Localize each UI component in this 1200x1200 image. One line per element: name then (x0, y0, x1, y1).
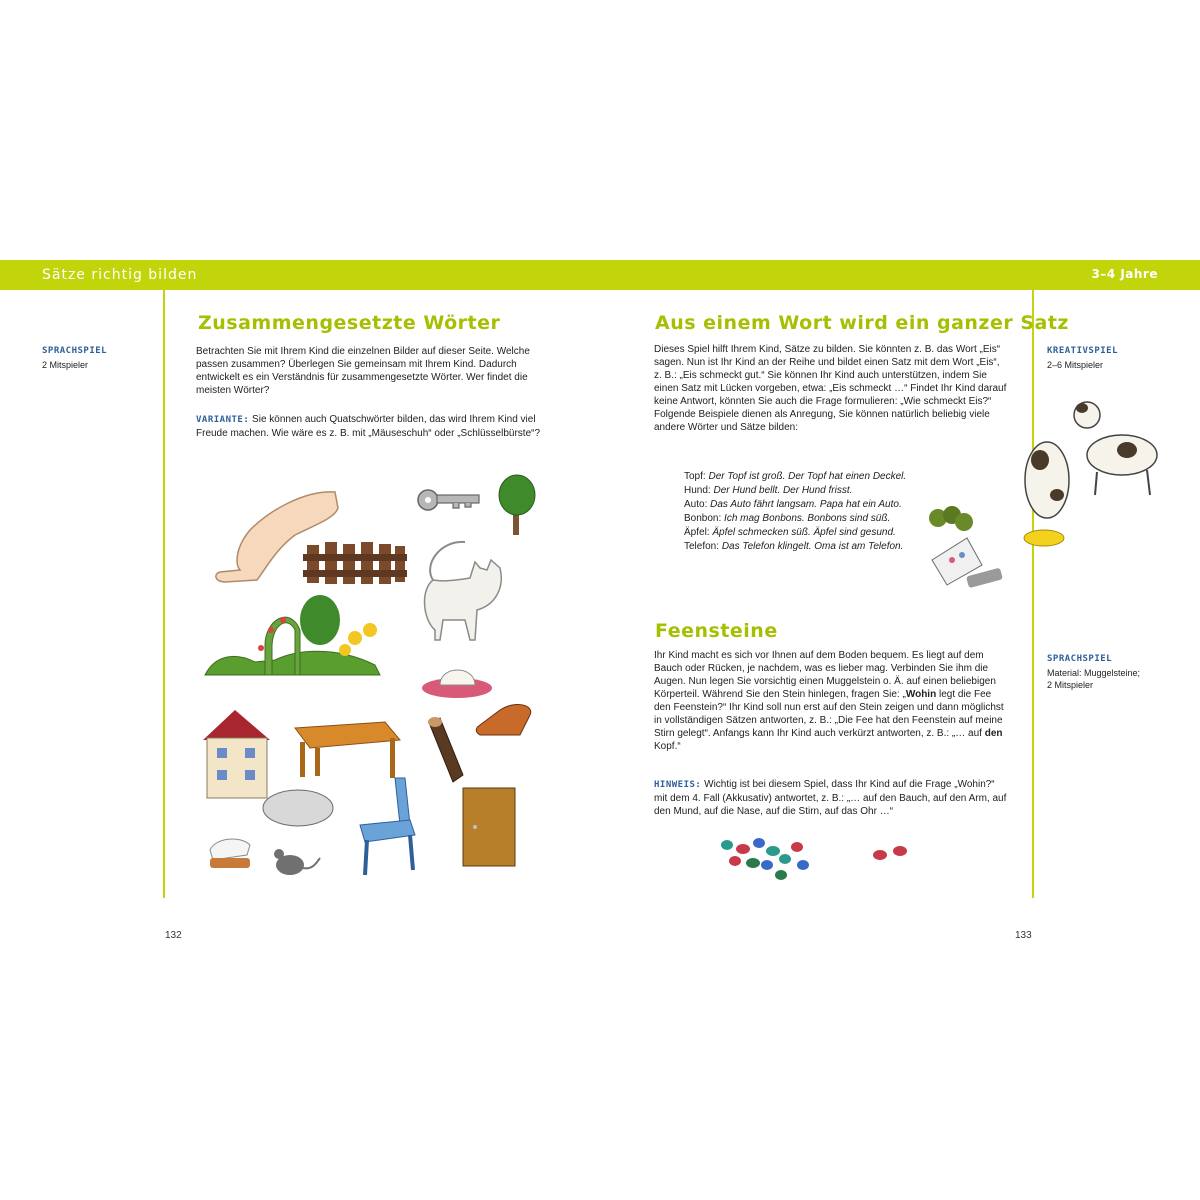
left-heading: Zusammengesetzte Wörter (198, 312, 501, 334)
example-line: Auto: Das Auto fährt langsam. Papa hat ein Auto. (684, 499, 902, 510)
dog-eating-illustration (1024, 442, 1069, 546)
left-variant (196, 413, 541, 440)
key-illustration (418, 490, 479, 510)
cat-illustration (425, 542, 502, 640)
fence-illustration (303, 542, 407, 584)
right-top-players: 2–6 Mitspieler (1047, 360, 1104, 370)
hat-illustration (422, 670, 492, 698)
right-text-2: Ihr Kind macht es sich vor Ihnen auf dem Boden bequem. Es liegt auf dem Bauch oder Rücken, je nachdem, was es lieber mag. Verbinden Sie ihm die Augen. Nun legen Sie vorsichtig einen Muggelstein o. Ä. auf einen beliebigen Körperteil. Während Sie den Stein hinlegen, fragen Sie: „Wohin legt die Fee den Feenstein?“ Ihr Kind soll nun erst auf den Stein zeigen und dann möglichst in vollständigen Sätzen antworten, z. B.: „Die Fee hat den Feenstein auf meine Stirn gelegt“. Anfangs kann Ihr Kind auch verkürzt antworten, z. B.: „… auf den Kopf.“ (654, 650, 1004, 752)
muggelsteine-illustration (715, 835, 925, 890)
left-category: SPRACHSPIEL (42, 346, 108, 356)
garden-illustration (205, 595, 380, 675)
hint-text: Wichtig ist bei diesem Spiel, dass Ihr Kind auf die Frage „Wohin?“ mit dem 4. Fall (Akkusativ) antwortet, z. B.: „… auf den Bauch, auf den Arm, auf den Mund, auf die Nase, auf die Stirn, auf das Ohr …“ (654, 779, 1007, 817)
example-line: Äpfel: Äpfel schmecken süß. Äpfel sind gesund. (684, 527, 896, 538)
example-sentences (684, 470, 924, 554)
right-bottom-material: Material: Muggelsteine; 2 Mitspieler (1047, 668, 1141, 690)
dog-standing-illustration (1074, 402, 1157, 495)
apples-illustration (929, 506, 973, 531)
stone-illustration (263, 790, 333, 826)
section-title: Sätze richtig bilden (42, 267, 198, 283)
right-text-1a: Dieses Spiel hilft Ihrem Kind, Sätze zu bilden. Sie könnten z. B. das Wort „Eis“ sagen. Nun ist Ihr Kind an der Reihe und bildet einen Satz mit dem Wort „Eis“, z. B.: „Eis schmeckt gut.“ Sie können Ihr Kind auch unterstützen, indem Sie einen Satz mit Lücken vorgeben, etwa: „Eis schmeckt …“ Findet Ihr Kind darauf keine Antwort, könnten Sie auch die Frage formulieren: „Wie schmeckt Eis?“ (654, 344, 1007, 407)
variant-text: Sie können auch Quatschwörter bilden, das wird Ihrem Kind viel Freude machen. Wie wäre es z. B. mit „Mäuseschuh“ oder „Schlüsselbürste“? (196, 414, 541, 439)
right-bottom-category: SPRACHSPIEL (1047, 654, 1113, 664)
house-illustration (203, 710, 270, 798)
compound-words-illustrations (195, 470, 555, 890)
left-intro: Betrachten Sie mit Ihrem Kind die einzelnen Bilder auf dieser Seite. Welche passen zusammen? Überlegen Sie gemeinsam mit Ihrem Kind. Dadurch entwickelt es ein Verständnis für zusammengesetzte Wörter. Wer findet die meisten Wörter? (196, 346, 530, 396)
wood-log-illustration (428, 717, 463, 782)
mouse-illustration (274, 849, 320, 875)
right-heading-2: Feensteine (655, 620, 778, 642)
door-illustration (463, 788, 515, 866)
example-line: Telefon: Das Telefon klingelt. Oma ist am Telefon. (684, 541, 904, 552)
right-hint (654, 778, 1009, 818)
left-page-number: 132 (165, 930, 182, 941)
shoe-illustration (476, 705, 531, 735)
right-page-number: 133 (1015, 930, 1032, 941)
left-players: 2 Mitspieler (42, 360, 89, 370)
table-illustration (295, 722, 400, 778)
example-line: Bonbon: Ich mag Bonbons. Bonbons sind süß. (684, 513, 891, 524)
brush-illustration (210, 839, 250, 868)
example-line: Hund: Der Hund bellt. Der Hund frisst. (684, 485, 853, 496)
left-margin-rule (163, 290, 165, 898)
hint-label: HINWEIS: (654, 780, 702, 790)
variant-label: VARIANTE: (196, 415, 250, 425)
right-text-1b: Folgende Beispiele dienen als Anregung, Sie können natürlich beliebig viele andere Wörter und Sätze bilden: (654, 409, 990, 433)
leg-illustration (216, 492, 338, 582)
section-header-bar (0, 260, 1200, 290)
example-line: Topf: Der Topf ist groß. Der Topf hat einen Deckel. (684, 471, 907, 482)
age-range: 3–4 Jahre (1091, 267, 1158, 281)
dogs-and-items-illustration (922, 400, 1162, 595)
chair-illustration (360, 778, 415, 875)
right-heading-1: Aus einem Wort wird ein ganzer Satz (655, 312, 1069, 334)
right-top-category: KREATIVSPIEL (1047, 346, 1119, 356)
tree-illustration (499, 475, 535, 535)
